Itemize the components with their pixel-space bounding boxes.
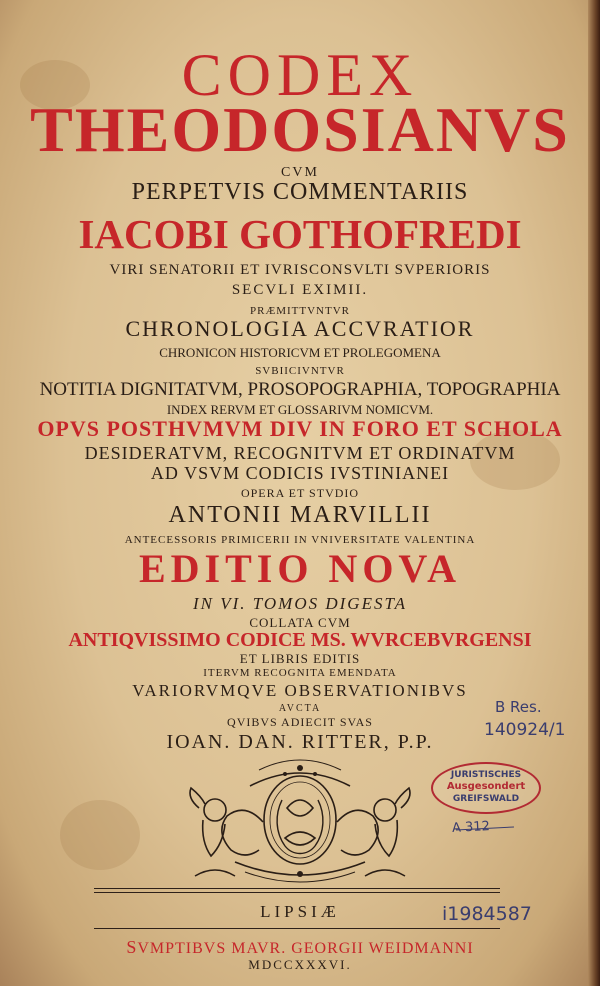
quibus-line: QVIBVS ADIECIT SVAS — [227, 715, 373, 729]
cum-line: CVM — [281, 165, 319, 180]
iterum-line: ITERVM RECOGNITA EMENDATA — [203, 667, 397, 679]
publisher-initial: S — [126, 937, 138, 957]
editor-name: ANTONII MARVILLII — [168, 502, 432, 528]
tomes-line: IN VI. TOMOS DIGESTA — [192, 594, 408, 613]
printer-device-vignette — [175, 752, 425, 892]
title-theodosianus: THEODOSIANVS — [30, 94, 570, 165]
book-spine-edge — [588, 0, 600, 986]
paper-stain — [60, 800, 140, 870]
ad-usum-line: AD VSVM CODICIS IVSTINIANEI — [150, 463, 450, 483]
chronicon-line: CHRONICON HISTORICVM ET PROLEGOMENA — [159, 345, 441, 360]
stamp-line-2: Ausgesondert — [446, 781, 526, 792]
title-codex: CODEX — [181, 42, 419, 108]
codex-ms-line: ANTIQVISSIMO CODICE MS. WVRCEBVRGENSI — [68, 629, 532, 651]
commentaries-line: PERPETVIS COMMENTARIIS — [131, 179, 469, 205]
notitia-line: NOTITIA DIGNITATVM, PROSOPOGRAPHIA, TOPOGRAPHIA — [39, 379, 561, 400]
author-description-2: SECVLI EXIMII. — [231, 282, 369, 298]
variorum-line: VARIORVMQVE OBSERVATIONIBVS — [132, 681, 468, 700]
editor-description: ANTECESSORIS PRIMICERII IN VNIVERSITATE VALENTINA — [124, 534, 476, 546]
imprint-rule-double-bottom — [94, 892, 500, 893]
chronologia-line: CHRONOLOGIA ACCVRATIOR — [125, 316, 475, 341]
imprint-year: MDCCXXXVI. — [248, 957, 352, 972]
shelf-mark-line-2: 140924/1 — [484, 720, 566, 740]
collata-line: COLLATA CVM — [249, 615, 351, 630]
inventory-number: i1984587 — [442, 903, 532, 925]
opus-posthumum-line: OPVS POSTHVMVM DIV IN FORO ET SCHOLA — [37, 416, 563, 441]
ritter-line: IOAN. DAN. RITTER, P.P. — [166, 731, 434, 753]
author-description-1: VIRI SENATORII ET IVRISCONSVLTI SVPERIORIS — [109, 262, 491, 278]
subiiciuntur-line: SVBIICIVNTVR — [255, 365, 345, 377]
stamp-line-3: GREIFSWALD — [452, 794, 520, 804]
publisher-line — [10, 938, 590, 957]
stamp-line-1: JURISTISCHES — [450, 770, 522, 780]
imprint-place: LIPSIÆ — [260, 902, 340, 921]
author-name: IACOBI GOTHOFREDI — [78, 211, 522, 257]
publisher-text: VMPTIBVS MAVR. GEORGII WEIDMANNI — [137, 940, 474, 957]
desideratum-line: DESIDERATVM, RECOGNITVM ET ORDINATVM — [84, 443, 516, 463]
libris-line: ET LIBRIS EDITIS — [239, 651, 361, 666]
opera-line: OPERA ET STVDIO — [240, 486, 360, 500]
library-stamp — [431, 762, 541, 814]
index-line: INDEX RERVM ET GLOSSARIVM NOMICVM. — [166, 402, 434, 417]
shelf-mark-line-1: B Res. — [495, 698, 542, 716]
edition-line: EDITIO NOVA — [138, 546, 462, 591]
aucta-line: AVCTA — [278, 703, 322, 714]
imprint-rule — [94, 928, 500, 929]
praemittuntur-line: PRÆMITTVNTVR — [249, 305, 350, 317]
imprint-rule-double-top — [94, 888, 500, 889]
shelf-code: A 312 — [451, 819, 491, 836]
